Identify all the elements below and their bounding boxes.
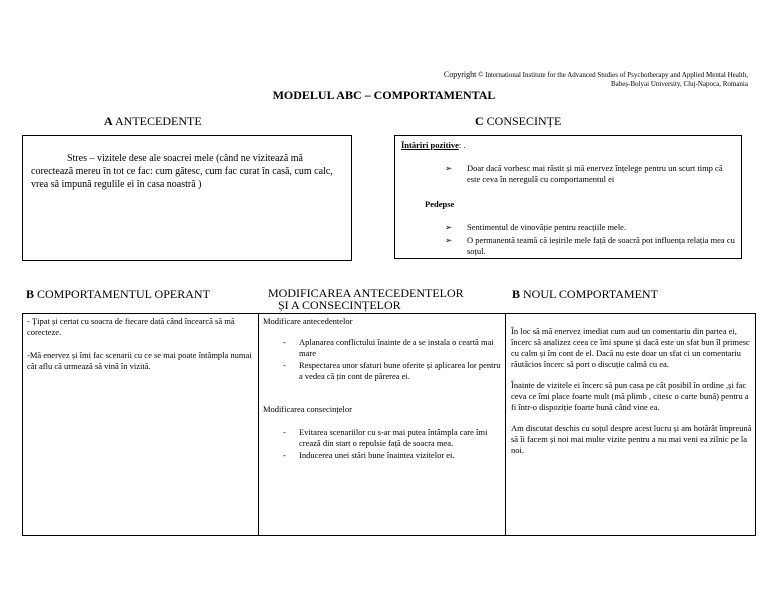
- positive-list: [445, 163, 735, 185]
- list-item: ➢ Doar dacă vorbesc mai răstit și mă enervez înțelege pentru un scurt timp că este ceva în neregulă cu comportamentul ei: [445, 163, 723, 184]
- operant-letter: B: [26, 287, 35, 301]
- modificare-header-line-2: ȘI A CONSECINȚELOR: [278, 298, 401, 312]
- positive-suffix: : .: [458, 140, 466, 150]
- list-item: ➢ Sentimentul de vinovăție pentru reacțiile mele.: [445, 222, 627, 232]
- noul-paragraph-1: În loc să mă enervez imediat cum aud un comentariu din partea ei, încerc să analizez ceea ce îmi spune și dacă este un sfat bun îl primesc cu calm și îm cont de el. Dacă nu este doar un sfat ci un comentariu răutăcios încerc să port o discuție calmă cu ea.: [511, 326, 750, 369]
- copyright-line-1: © International Institute for the Advanced Studies of Psychotherapy and Applied Mental Health,: [478, 71, 748, 79]
- arrow-bullet-icon: ➢: [445, 163, 453, 173]
- operant-column: [23, 314, 259, 535]
- list-item: - Evitarea scenariilor cu s-ar mai putea întâmpla care îmi crează din start o repulsie față de soacra mea.: [283, 427, 488, 448]
- positive-heading-line: [401, 140, 735, 151]
- consecinte-box: [394, 135, 742, 259]
- dash-bullet: -: [283, 427, 286, 437]
- antecedente-text: Stres – vizitele dese ale soacrei mele (când ne vizitează mă corectează mereu în tot ce fac: cum gătesc, cum fac curat în casă, cum calc, vrea să impună regulile ei în casa noastră ): [31, 153, 333, 190]
- operant-paragraph-2: -Mă enervez și îmi fac scenarii cu ce se mai poate întâmpla numai cât aflu că urmează să vină în vizită.: [27, 350, 252, 371]
- list-item: - Aplanarea conflictului înainte de a se instala o ceartă mai mare: [283, 337, 494, 358]
- document-title: MODELUL ABC – COMPORTAMENTAL: [272, 88, 496, 102]
- pedepse-list: [445, 222, 735, 257]
- modificare-consecinte-list: [263, 427, 501, 461]
- operant-paragraph-1: - Țipat și certat cu soacra de fiecare dată când încearcă să mă corecteze.: [27, 316, 235, 337]
- copyright-notice: [388, 70, 748, 89]
- arrow-bullet-icon: ➢: [445, 222, 453, 232]
- modificare-consecinte-heading: Modificarea consecințelor: [263, 404, 352, 414]
- noul-paragraph-2: Înainte de vizitele ei încerc să pun casa pe cât posibil în ordine ,și fac ceva ce îmi place foarte mult (mă plimb , citesc o carte bună) pentru a fi într-o dispoziție foarte bună când vine ea.: [511, 380, 749, 412]
- copyright-word: Copyright: [443, 70, 477, 79]
- noul-paragraph-3: Am discutat deschis cu soțul despre acest lucru și am hotărât împreună să îi facem și noi mai multe vizite pentru a nu mai veni ea zilnic pe la noi.: [511, 423, 752, 455]
- list-item: - Inducerea unei stări bune înaintea vizitelor ei.: [283, 450, 455, 460]
- antecedente-header: [104, 114, 202, 129]
- modificare-column: [259, 314, 506, 535]
- consecinte-letter: C: [475, 114, 484, 128]
- dash-bullet: -: [283, 337, 286, 347]
- antecedente-label: ANTECEDENTE: [115, 114, 202, 128]
- antecedente-letter: A: [104, 114, 113, 128]
- noul-header: [512, 287, 658, 302]
- modificare-header-line-1: MODIFICAREA ANTECEDENTELOR: [268, 286, 464, 300]
- list-item: - Respectarea unor sfaturi bune oferite și aplicarea lor pentru a vedea că țin cont de părerea ei.: [283, 360, 501, 381]
- noul-label: NOUL COMPORTAMENT: [523, 287, 658, 301]
- modificare-antecedente-list: [263, 337, 501, 382]
- bottom-table: [22, 313, 756, 536]
- consecinte-label: CONSECINȚE: [486, 114, 562, 128]
- noul-column: [506, 314, 755, 535]
- dash-bullet: -: [283, 450, 286, 460]
- consecinte-header: [475, 114, 561, 129]
- modificare-header: [268, 287, 464, 311]
- operant-header: [26, 287, 210, 302]
- copyright-line-2: Babeș-Bolyai University, Cluj-Napoca, Romania: [611, 80, 748, 88]
- antecedente-box: [22, 135, 352, 261]
- modificare-antecedente-heading: Modificare antecedentelor: [263, 316, 353, 326]
- arrow-bullet-icon: ➢: [445, 235, 453, 245]
- pedepse-heading: Pedepse: [425, 199, 455, 209]
- list-item: ➢ O permanentă teamă că ieșirile mele față de soacră pot influența relația mea cu soțul.: [445, 235, 735, 256]
- operant-label: COMPORTAMENTUL OPERANT: [37, 287, 210, 301]
- positive-heading: Întăriri pozitive: [401, 140, 459, 150]
- noul-letter: B: [512, 287, 521, 301]
- dash-bullet: -: [283, 360, 286, 370]
